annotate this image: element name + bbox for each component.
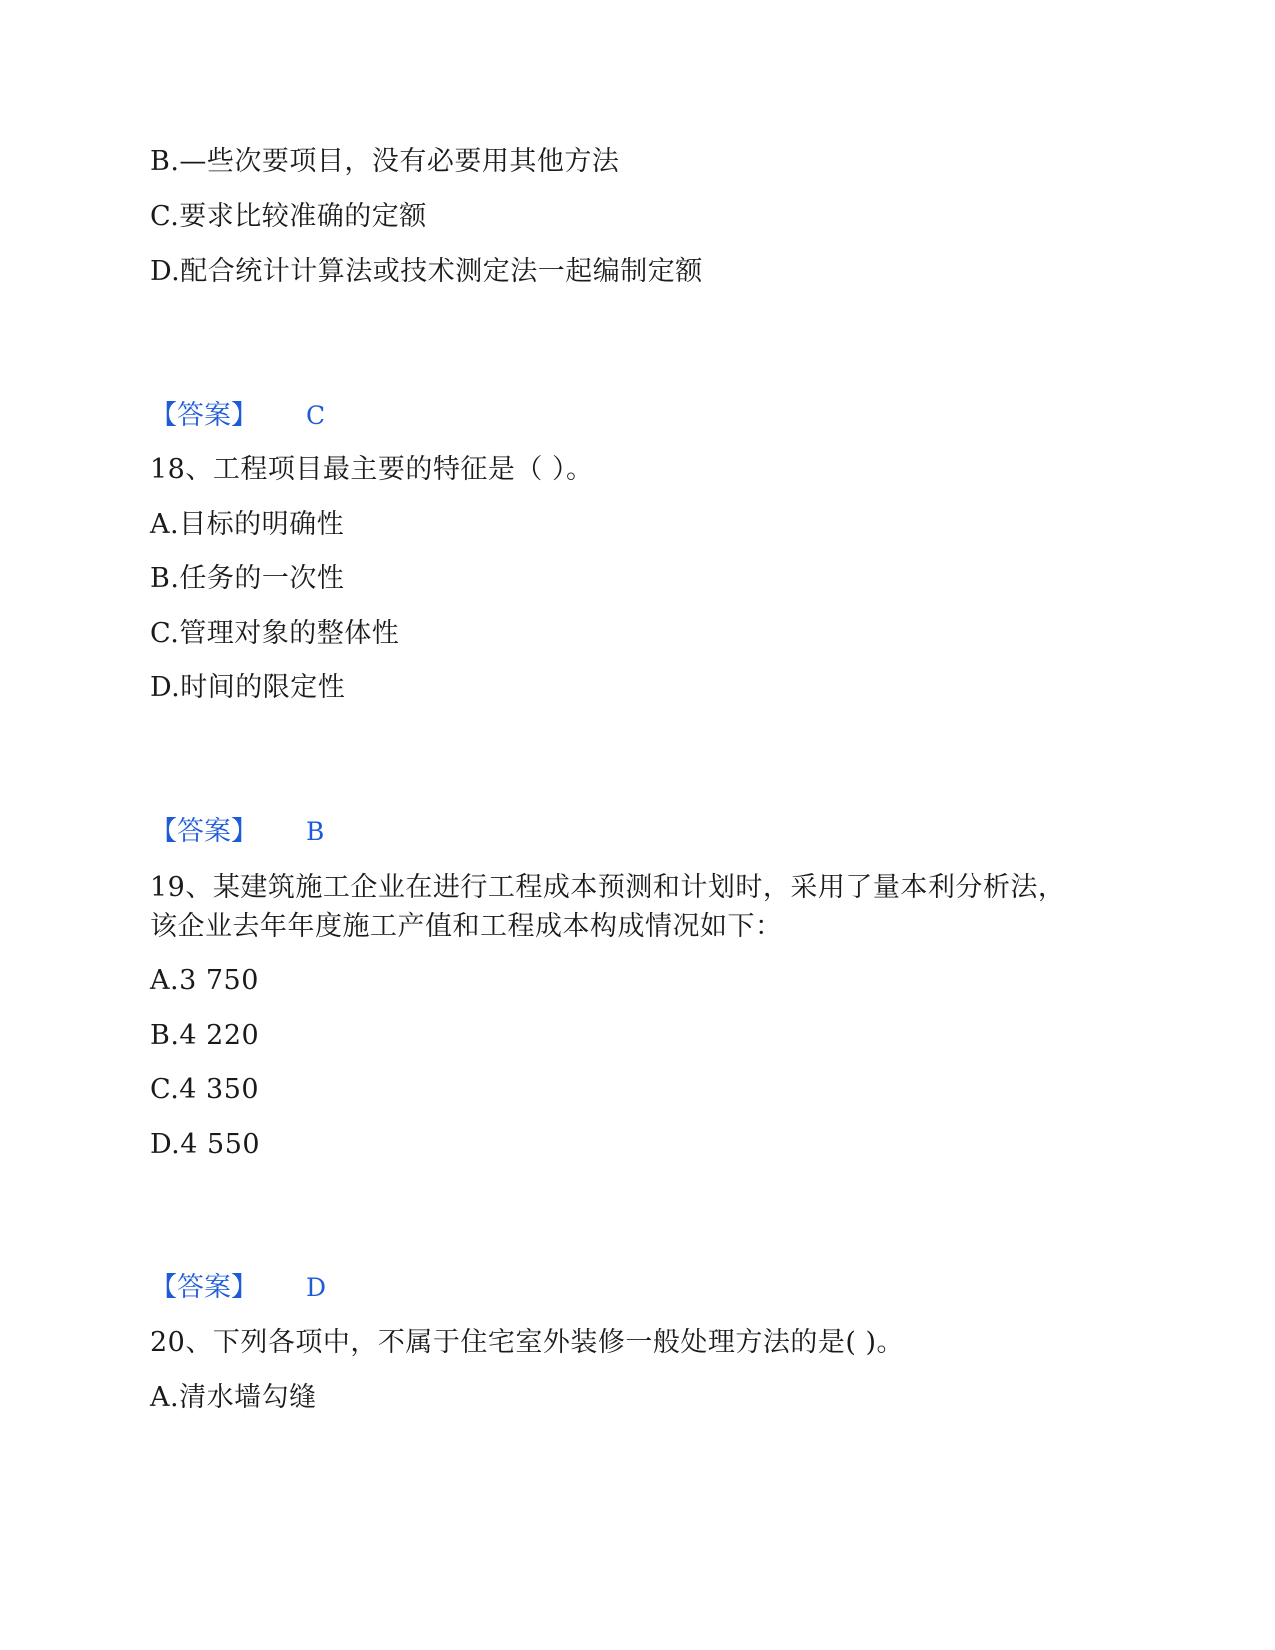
q19-option-a: A.3 750 — [150, 965, 259, 996]
answer-label: 【答案】 — [150, 816, 258, 847]
q18-option-c: C.管理对象的整体性 — [150, 618, 400, 649]
q18-answer — [150, 814, 324, 850]
q17-option-b: B.—些次要项目，没有必要用其他方法 — [150, 146, 620, 177]
answer-value: C — [306, 401, 326, 430]
q20-question: 20、下列各项中，不属于住宅室外装修一般处理方法的是( )。 — [150, 1327, 905, 1358]
q19-question-line1: 19、某建筑施工企业在进行工程成本预测和计划时，采用了量本利分析法， — [150, 872, 1066, 903]
q19-answer — [150, 1270, 326, 1306]
answer-label: 【答案】 — [150, 1272, 258, 1303]
q18-option-d: D.时间的限定性 — [150, 672, 346, 703]
q19-option-c: C.4 350 — [150, 1074, 260, 1105]
q19-option-b: B.4 220 — [150, 1020, 260, 1051]
q18-option-b: B.任务的一次性 — [150, 563, 345, 594]
answer-label: 【答案】 — [150, 400, 258, 431]
answer-value: D — [306, 1273, 327, 1302]
q18-question: 18、工程项目最主要的特征是（ ）。 — [150, 454, 594, 485]
q19-option-d: D.4 550 — [150, 1129, 261, 1160]
q17-option-d: D.配合统计计算法或技术测定法一起编制定额 — [150, 256, 703, 287]
q17-answer — [150, 398, 325, 434]
q17-option-c: C.要求比较准确的定额 — [150, 201, 427, 232]
q19-question-line2: 该企业去年年度施工产值和工程成本构成情况如下： — [150, 911, 783, 942]
answer-value: B — [306, 817, 325, 846]
q18-option-a: A.目标的明确性 — [150, 509, 345, 540]
q20-option-a: A.清水墙勾缝 — [150, 1382, 317, 1413]
